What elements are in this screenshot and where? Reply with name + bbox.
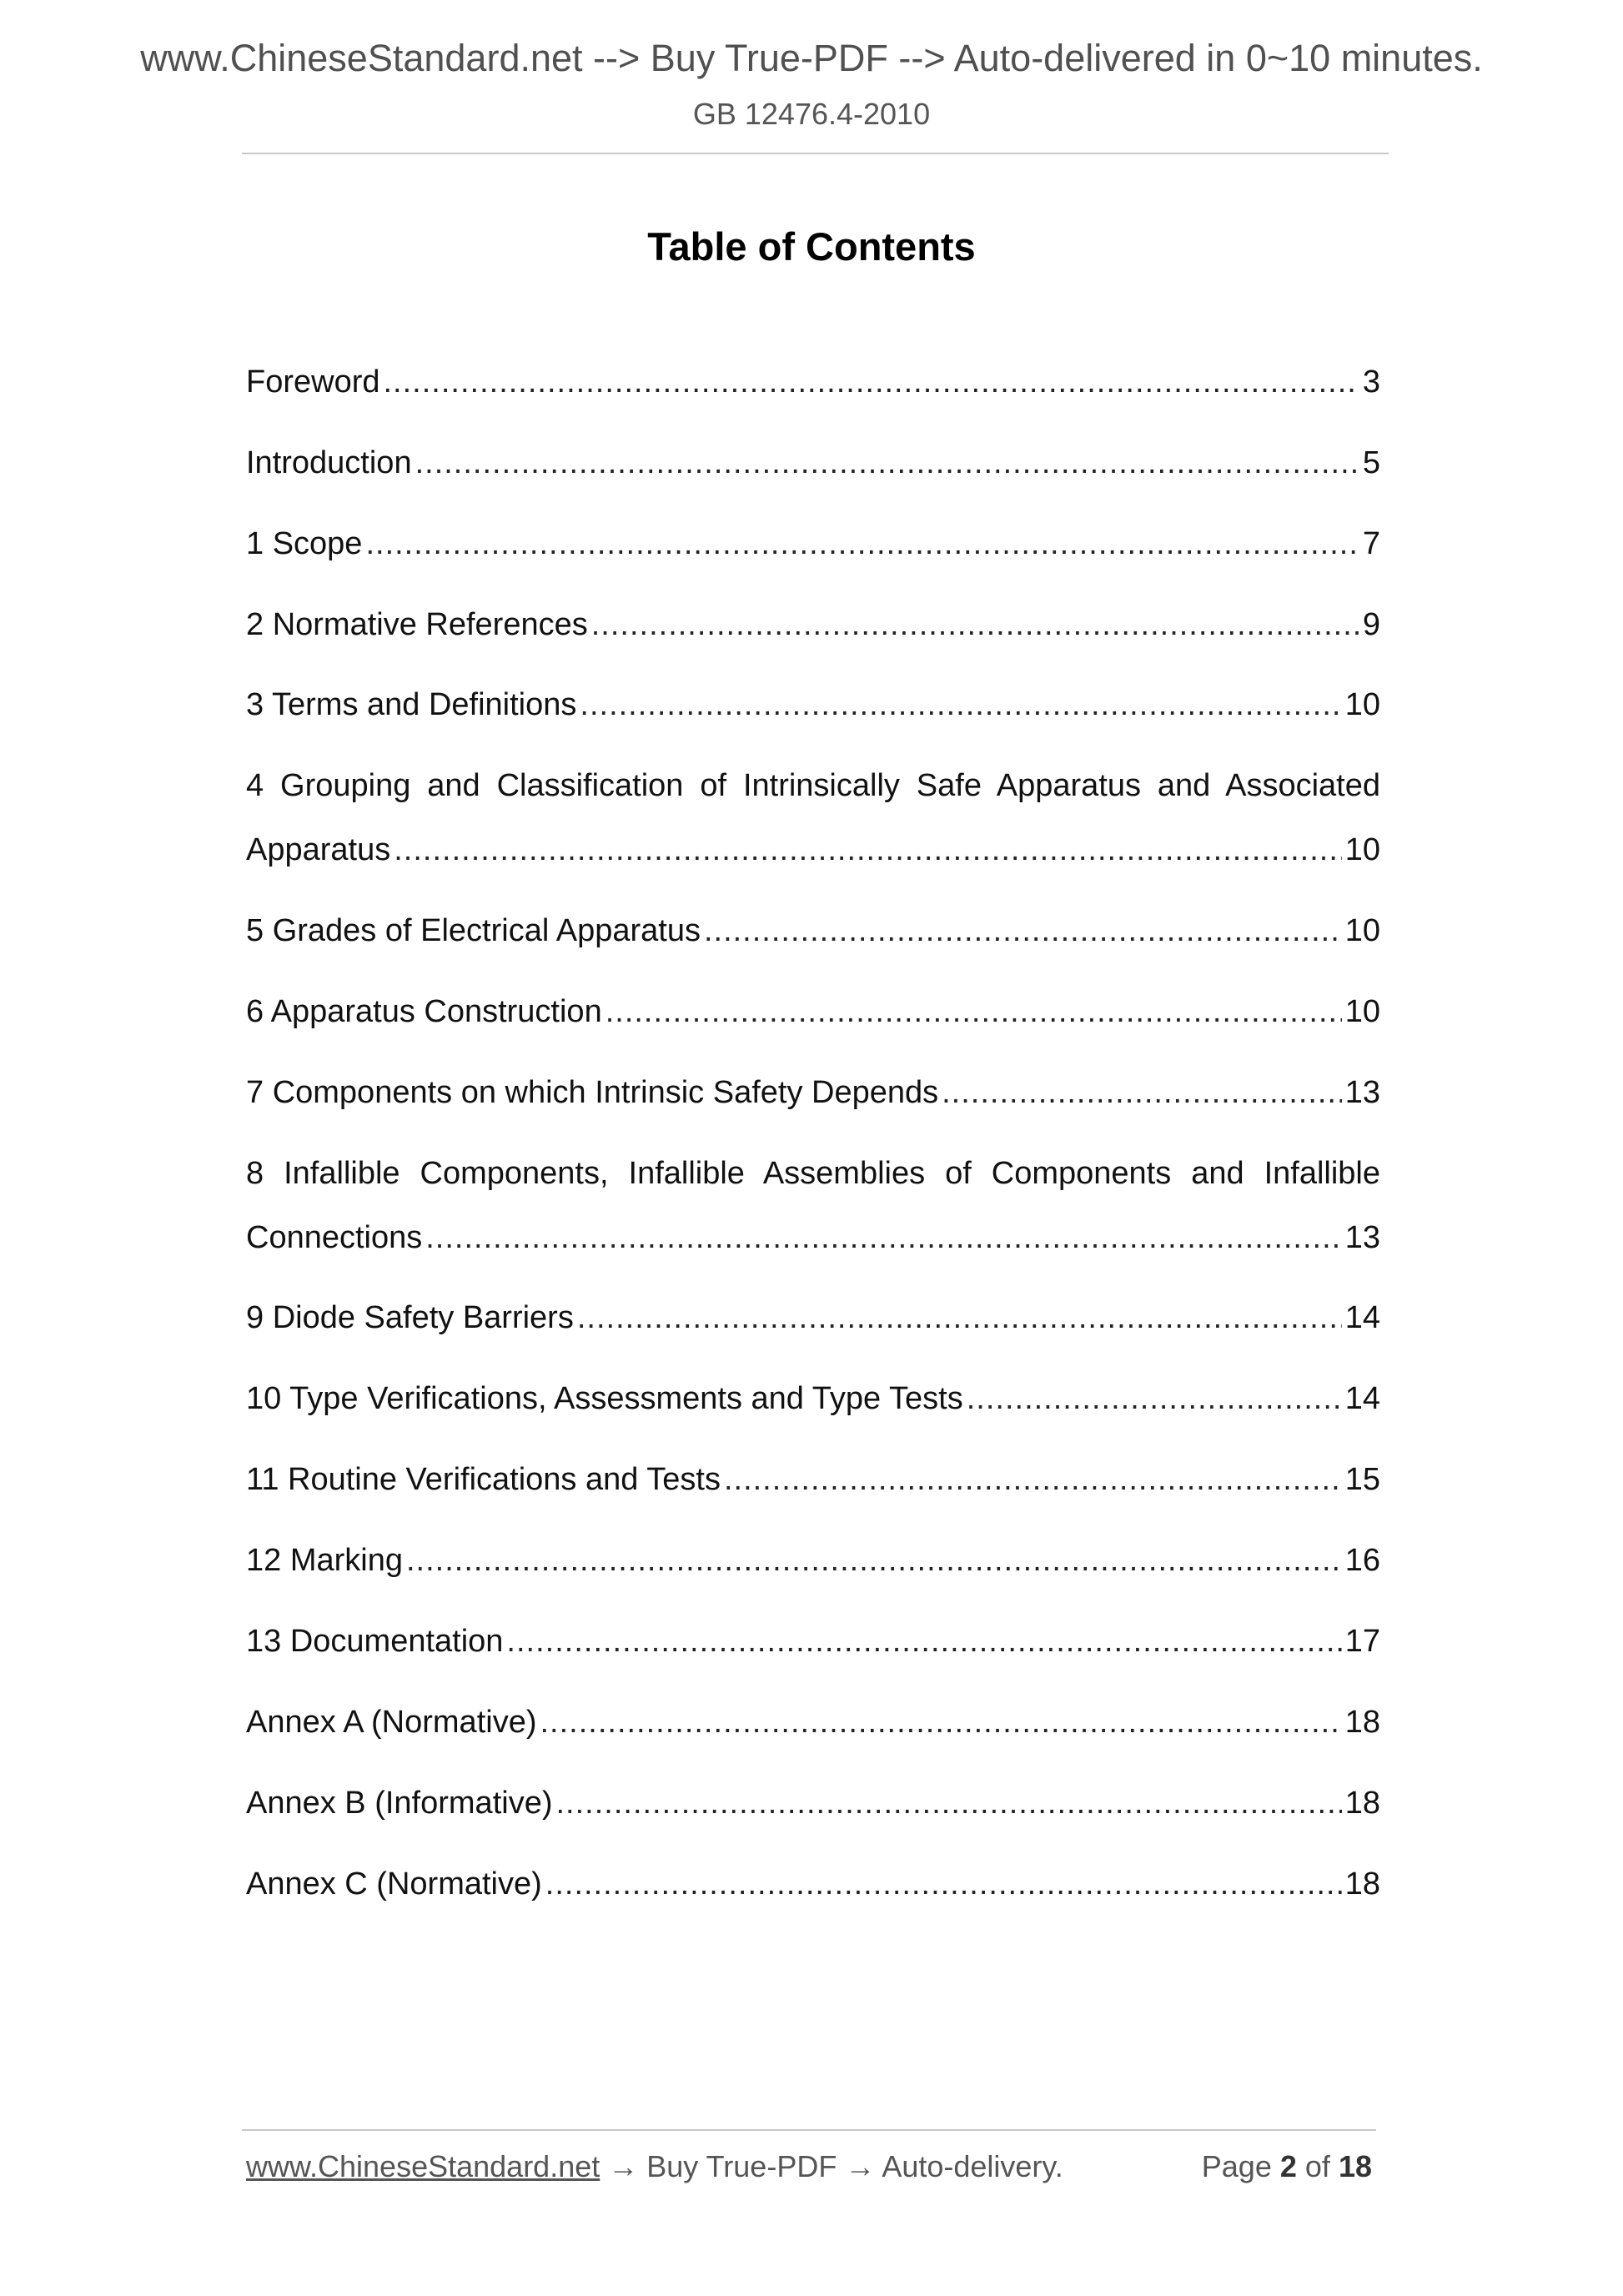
toc-title: Table of Contents (647, 224, 976, 269)
toc-leader (365, 523, 1359, 565)
footer-tagline: → Buy True-PDF → Auto-delivery. (600, 2149, 1063, 2183)
toc-entry[interactable] (246, 829, 1380, 871)
toc-entry-label: Foreword (246, 364, 380, 399)
page-indicator (1202, 2146, 1372, 2188)
page-prefix: Page (1201, 2149, 1272, 2183)
toc-entry[interactable] (246, 523, 1380, 565)
toc-leader (506, 1620, 1341, 1662)
toc-leader (555, 1782, 1341, 1824)
toc-entry[interactable] (246, 1863, 1380, 1905)
toc-entry-page: 18 (1344, 1786, 1380, 1821)
toc-entry[interactable] (246, 442, 1380, 484)
toc-entry-label: 2 Normative References (246, 607, 588, 642)
toc-entry[interactable] (246, 1072, 1380, 1113)
footer-site-link[interactable]: www.ChineseStandard.net (246, 2149, 600, 2183)
toc-entry-label: 11 Routine Verifications and Tests (246, 1462, 721, 1497)
toc-entry-page: 10 (1344, 832, 1380, 867)
page-footer (246, 2146, 1372, 2188)
toc-entry-page: 10 (1344, 913, 1380, 948)
toc-entry-label: 5 Grades of Electrical Apparatus (246, 913, 701, 948)
toc-entry-label-line1[interactable]: 4 Grouping and Classification of Intrinsically Safe Apparatus and Associated (246, 768, 1380, 803)
toc-leader (406, 1540, 1342, 1581)
toc-entry-label: Annex C (Normative) (246, 1866, 542, 1902)
toc-leader (577, 1297, 1342, 1339)
toc-entry[interactable] (246, 684, 1380, 726)
toc-entry[interactable] (246, 1540, 1380, 1581)
toc-entry-label: 3 Terms and Definitions (246, 687, 577, 722)
toc-entry[interactable] (246, 1782, 1380, 1824)
toc-entry-page: 18 (1344, 1705, 1380, 1740)
toc-entry-page: 14 (1344, 1300, 1380, 1335)
toc-leader (540, 1701, 1341, 1743)
toc-entry-label: 13 Documentation (246, 1624, 504, 1659)
toc-leader (384, 361, 1359, 403)
page-current: 2 (1279, 2149, 1297, 2183)
toc-leader (724, 1459, 1342, 1500)
toc-entry-page: 13 (1344, 1220, 1380, 1255)
toc-leader (605, 991, 1342, 1032)
toc-entry-label: Annex B (Informative) (246, 1786, 553, 1821)
toc-entry-label: Introduction (246, 445, 412, 480)
toc-entry-page: 15 (1344, 1462, 1380, 1497)
toc-entry-label: Apparatus (246, 832, 391, 867)
toc-entry[interactable] (246, 910, 1380, 952)
toc-entry[interactable] (246, 1620, 1380, 1662)
toc-leader (942, 1072, 1342, 1113)
toc-entry-page: 9 (1362, 607, 1380, 642)
toc-entry-label: 9 Diode Safety Barriers (246, 1300, 574, 1335)
page-total: 18 (1338, 2149, 1372, 2183)
toc-entry-page: 14 (1344, 1381, 1380, 1416)
toc-entry[interactable] (246, 1701, 1380, 1743)
toc-entry[interactable] (246, 1459, 1380, 1500)
toc-entry-label: 7 Components on which Intrinsic Safety Depends (246, 1075, 939, 1110)
toc-entry-label: Annex A (Normative) (246, 1705, 537, 1740)
toc-entry-page: 13 (1344, 1075, 1380, 1110)
toc-leader (967, 1378, 1342, 1419)
toc-entry-page: 3 (1362, 364, 1380, 399)
toc-entry-label-line1[interactable]: 8 Infallible Components, Infallible Assemblies of Components and Infallible (246, 1156, 1380, 1191)
toc-entry[interactable] (246, 1378, 1380, 1419)
toc-entry-label: Connections (246, 1220, 423, 1255)
footer-divider (242, 2129, 1376, 2131)
toc-leader (415, 442, 1359, 484)
toc-entry-page: 5 (1362, 445, 1380, 480)
header-divider (242, 153, 1389, 154)
toc-leader (591, 604, 1359, 646)
standard-code: GB 12476.4-2010 (692, 97, 931, 131)
toc-leader (545, 1863, 1342, 1905)
toc-entry[interactable] (246, 991, 1380, 1032)
toc-entry[interactable] (246, 1217, 1380, 1259)
toc-entry[interactable] (246, 1297, 1380, 1339)
toc-entry-page: 10 (1344, 994, 1380, 1029)
toc-leader (394, 829, 1341, 871)
toc-entry-page: 18 (1344, 1866, 1380, 1902)
toc-entry-label: 12 Marking (246, 1543, 403, 1578)
toc-entry-label: 10 Type Verifications, Assessments and Type Tests (246, 1381, 963, 1416)
toc-entry-label: 6 Apparatus Construction (246, 994, 602, 1029)
toc-leader (580, 684, 1341, 726)
toc-entry-page: 10 (1344, 687, 1380, 722)
toc-entry[interactable] (246, 361, 1380, 403)
toc-leader (704, 910, 1342, 952)
toc-entry-label: 1 Scope (246, 526, 363, 561)
toc-entry-page: 16 (1344, 1543, 1380, 1578)
site-banner: www.ChineseStandard.net --> Buy True-PDF --> Auto-delivered in 0~10 minutes. (140, 37, 1483, 79)
toc-leader (425, 1217, 1341, 1259)
toc-entry[interactable] (246, 604, 1380, 646)
page-of: of (1304, 2149, 1330, 2183)
toc-entry-page: 7 (1362, 526, 1380, 561)
toc-entry-page: 17 (1344, 1624, 1380, 1659)
